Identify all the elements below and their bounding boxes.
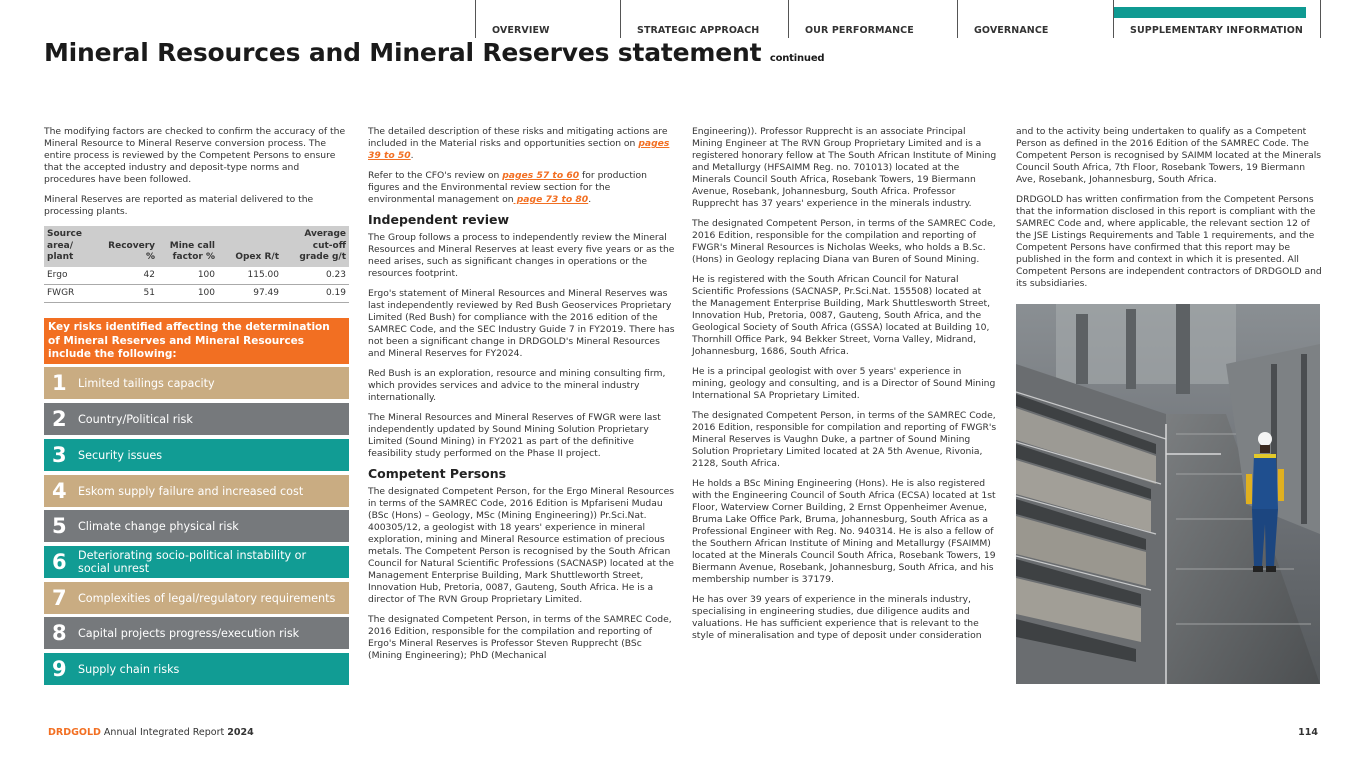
risk-label: Limited tailings capacity (78, 376, 215, 390)
nav-tab-label: OUR PERFORMANCE (805, 25, 914, 36)
paragraph: The designated Competent Person, for the Ergo Mineral Resources in terms of the SAMREC Code, 2016 Edition is Mpfariseni Mudau (BSc (Hons) – Geology, MSc (Mining Engineering)) Pr.Sci.Nat. 400305/12, a geologist with 18 years' experience in mineral exploration, mining and Mineral Resource estimation of precious metals. The Competent Person is recognised by the South African Council for Natural Scientific Professions (SACNASP) located at the Management Enterprise Building, Mark Shuttleworth Street, Innovation Hub, Pretoria, 0087, Gauteng, South Africa. He is a director of The RVN Group Proprietary Limited. (368, 486, 675, 605)
risk-item-supply-chain (44, 653, 349, 685)
paragraph: The designated Competent Person, in terms of the SAMREC Code, 2016 Edition, responsible for compilation and reporting of FWGR's Mineral Reserves is Vaughn Duke, a partner of Sound Mining Solution Proprietary Limited located at 2A 5th Avenue, Rivonia, 2128, South Africa. (692, 410, 997, 469)
table-cell: 42 (102, 267, 158, 285)
risk-number: 3 (52, 443, 67, 467)
paragraph: He is registered with the South African Council for Natural Scientific Professions (SACNASP, Pr.Sci.Nat. 155508) located at the Management Enterprise Building, Mark Shuttlesworth Street, Innovation Hub, Pretoria, 0087, Gauteng, South Africa, and the Geological Society of South Africa (GSSA) located at Building 10, Thornhill Office Park, 94 Bekker Street, Vorna Valley, Midrand, Johannesburg, 1686, South Africa. (692, 274, 991, 357)
independent-review-heading: Independent review (368, 212, 510, 227)
plant-photo-illustration (1016, 304, 1320, 684)
footer-text: Annual Integrated Report (100, 727, 228, 738)
table-row (44, 284, 349, 302)
risk-label: Eskom supply failure and increased cost (78, 484, 304, 498)
page-73-80-link[interactable]: page 73 to 80 (513, 194, 589, 205)
paragraph: The Group follows a process to independently review the Mineral Resources and Mineral Reserves at least every five years or as the need arises, such as significant changes in operations or the resources footprint. (368, 232, 675, 279)
footer-brand: DRDGOLD (48, 727, 101, 738)
paragraph: Engineering)). Professor Rupprecht is an associate Principal Mining Engineer at The RVN Group Proprietary Limited and is a registered honorary fellow at The South African Institute of Mining and Metallurgy (HFSAIMM Reg. no. 701013) located at the Minerals Council South Africa, Rosebank Towers, 19 Biermann Avenue, Rosebank, Johannesburg, South Africa. Professor Rupprecht has 37 years' experience in the minerals industry. (692, 126, 997, 209)
risk-number: 8 (52, 621, 67, 645)
table-header-row (44, 226, 349, 267)
risk-number: 6 (52, 550, 67, 574)
column-2 (368, 126, 676, 670)
nav-tab-strategic-approach[interactable] (620, 0, 788, 38)
paragraph: He is a principal geologist with over 5 years' experience in mining, geology and consulting, and is a Director of Sound Mining International SA Proprietary Limited. (692, 366, 996, 401)
risk-number: 2 (52, 407, 67, 431)
page-title-main: Mineral Resources and Mineral Reserves statement (44, 38, 762, 67)
nav-tab-label: OVERVIEW (492, 25, 550, 36)
text-run: Refer to the CFO's review on (368, 170, 503, 181)
table-cell: 100 (158, 284, 218, 302)
table-cell: 97.49 (218, 284, 282, 302)
paragraph: The designated Competent Person, in terms of the SAMREC Code, 2016 Edition, responsible for the compilation and reporting of Ergo's Mineral Reserves is Professor Steven Rupprecht (BSc (Mining Engineering); PhD (Mechanical (368, 614, 672, 661)
paragraph: He has over 39 years of experience in the minerals industry, specialising in engineering studies, due diligence audits and valuations. He has sufficient experience that is relevant to the style of mineralisation and type of deposit under consideration (692, 594, 982, 641)
paragraph: The designated Competent Person, in terms of the SAMREC Code, 2016 Edition, responsible for the compilation and reporting of FWGR's Mineral Resources is Nicholas Weeks, who holds a B.Sc. (Hons) in Geology replacing Diana van Buren of Sound Mining. (692, 218, 996, 265)
nav-tab-overview[interactable] (475, 0, 620, 38)
top-navigation (475, 0, 1320, 38)
risk-number: 5 (52, 514, 67, 538)
table-cell: Ergo (44, 267, 102, 285)
nav-tab-governance[interactable] (957, 0, 1113, 38)
paragraph: He holds a BSc Mining Engineering (Hons). He is also registered with the Engineering Council of South Africa (ECSA) located at 1st Floor, Waterview Corner Building, 2 Ernst Oppenheimer Avenue, Bruma Lake Office Park, Bruma, Johannesburg, South Africa as a Professional Engineer with Reg. No. 940314. He is also a fellow of the Southern African Institute of Mining and Metallurgy (FSAIMM) located at the Minerals Council South Africa, Rosebank Towers, 19 Biermann Avenue, Rosebank, Johannesburg, South Africa, and his membership number is 37179. (692, 478, 996, 585)
page-title (44, 38, 824, 67)
table-cell: FWGR (44, 284, 102, 302)
nav-tab-supplementary-information[interactable] (1113, 0, 1320, 38)
footer-report-title (48, 727, 254, 738)
modifying-factors-table (44, 226, 349, 303)
active-tab-indicator (1114, 7, 1306, 18)
text-run: for production figures and the Environmental review section for the environmental management on (368, 170, 647, 205)
text-run: . (588, 194, 592, 205)
processing-plant-photo (1016, 304, 1320, 684)
paragraph (368, 170, 676, 206)
table-cell: 0.23 (282, 267, 349, 285)
competent-persons-heading: Competent Persons (368, 466, 507, 481)
nav-divider (1320, 0, 1321, 38)
risk-item-country-political (44, 403, 349, 435)
risk-number: 9 (52, 657, 67, 681)
page-title-suffix: continued (769, 53, 825, 64)
text-run: . (410, 150, 414, 161)
risk-item-eskom-supply (44, 475, 349, 507)
risk-label: Complexities of legal/regulatory requirements (78, 591, 336, 605)
paragraph (368, 126, 676, 162)
risk-label: Capital projects progress/execution risk (78, 626, 300, 640)
risk-item-legal-regulatory (44, 582, 349, 614)
column-header: Opex R/t (218, 226, 282, 267)
footer-year: 2024 (227, 727, 254, 738)
pages-39-50-link[interactable]: pages 39 to 50 (368, 138, 670, 161)
column-4 (1016, 126, 1322, 298)
risk-label: Deteriorating socio-political instability or social unrest (78, 549, 307, 575)
risk-item-capital-projects (44, 617, 349, 649)
nav-tab-label: SUPPLEMENTARY INFORMATION (1130, 25, 1303, 36)
table-row (44, 267, 349, 285)
text-run: The detailed description of these risks and mitigating actions are included in the Material risks and opportunities section on (368, 126, 668, 149)
risk-number: 1 (52, 371, 67, 395)
risk-number: 4 (52, 479, 67, 503)
risk-item-climate-change (44, 510, 349, 542)
risk-label: Supply chain risks (78, 662, 180, 676)
paragraph: DRDGOLD has written confirmation from the Competent Persons that the information disclosed in this report is compliant with the SAMREC Code and, where applicable, the relevant section 12 of the JSE Listings Requirements and Table 1 requirements, and the Competent Persons have confirmed that this report may be published in the form and context in which it is presented. All Competent Persons are independent contractors of DRDGOLD and its subsidiaries. (1016, 194, 1322, 289)
risk-label: Climate change physical risk (78, 519, 239, 533)
table-cell: 51 (102, 284, 158, 302)
risk-label: Country/Political risk (78, 412, 193, 426)
paragraph: Ergo's statement of Mineral Resources and Mineral Reserves was last independently reviewed by Red Bush Geoservices Proprietary Limited (Red Bush) for compliance with the 2016 edition of the SAMREC Code, and the SEC Industry Guide 7 in FY2019. There has not been a significant change in DRDGOLD's Mineral Resources and Mineral Reserves for FY2024. (368, 288, 675, 359)
risk-item-socio-political (44, 546, 349, 578)
pages-57-60-link[interactable]: pages 57 to 60 (502, 170, 580, 181)
paragraph: The modifying factors are checked to confirm the accuracy of the Mineral Resource to Mineral Reserve conversion process. The entire process is reviewed by the Competent Persons to ensure that the accepted industry and deposit-type norms and procedures have been followed. (44, 126, 346, 185)
column-1 (44, 126, 349, 303)
risk-label: Security issues (78, 448, 163, 462)
nav-tab-our-performance[interactable] (788, 0, 957, 38)
column-header: Recovery % (102, 226, 158, 267)
table-cell: 115.00 (218, 267, 282, 285)
nav-tab-label: STRATEGIC APPROACH (637, 25, 760, 36)
page-number: 114 (1298, 727, 1318, 738)
table-cell: 0.19 (282, 284, 349, 302)
paragraph: and to the activity being undertaken to qualify as a Competent Person as defined in the 2016 Edition of the SAMREC Code. The Competent Person is recognised by SAIMM located at the Minerals Council South Africa, 7th Floor, Rosebank Towers, 19 Biermann Ave, Rosebank, Johannesburg, South Africa. (1016, 126, 1322, 185)
nav-tab-label: GOVERNANCE (974, 25, 1049, 36)
paragraph: Red Bush is an exploration, resource and mining consulting firm, which provides services and advice to the mineral industry internationally. (368, 368, 666, 403)
column-header: Average cut-off grade g/t (282, 226, 349, 267)
column-header: Source area/ plant (44, 226, 102, 267)
table-cell: 100 (158, 267, 218, 285)
risk-item-security (44, 439, 349, 471)
column-3 (692, 126, 998, 650)
paragraph: The Mineral Resources and Mineral Reserves of FWGR were last independently updated by Sound Mining Solution Proprietary Limited (Sound Mining) in FY2021 as part of the definitive feasibility study performed on the Phase II project. (368, 412, 661, 459)
risk-item-limited-tailings (44, 367, 349, 399)
risk-number: 7 (52, 586, 67, 610)
column-header: Mine call factor % (158, 226, 218, 267)
paragraph: Mineral Reserves are reported as material delivered to the processing plants. (44, 194, 314, 217)
key-risks-heading: Key risks identified affecting the determination of Mineral Reserves and Mineral Resources include the following: (44, 318, 349, 364)
